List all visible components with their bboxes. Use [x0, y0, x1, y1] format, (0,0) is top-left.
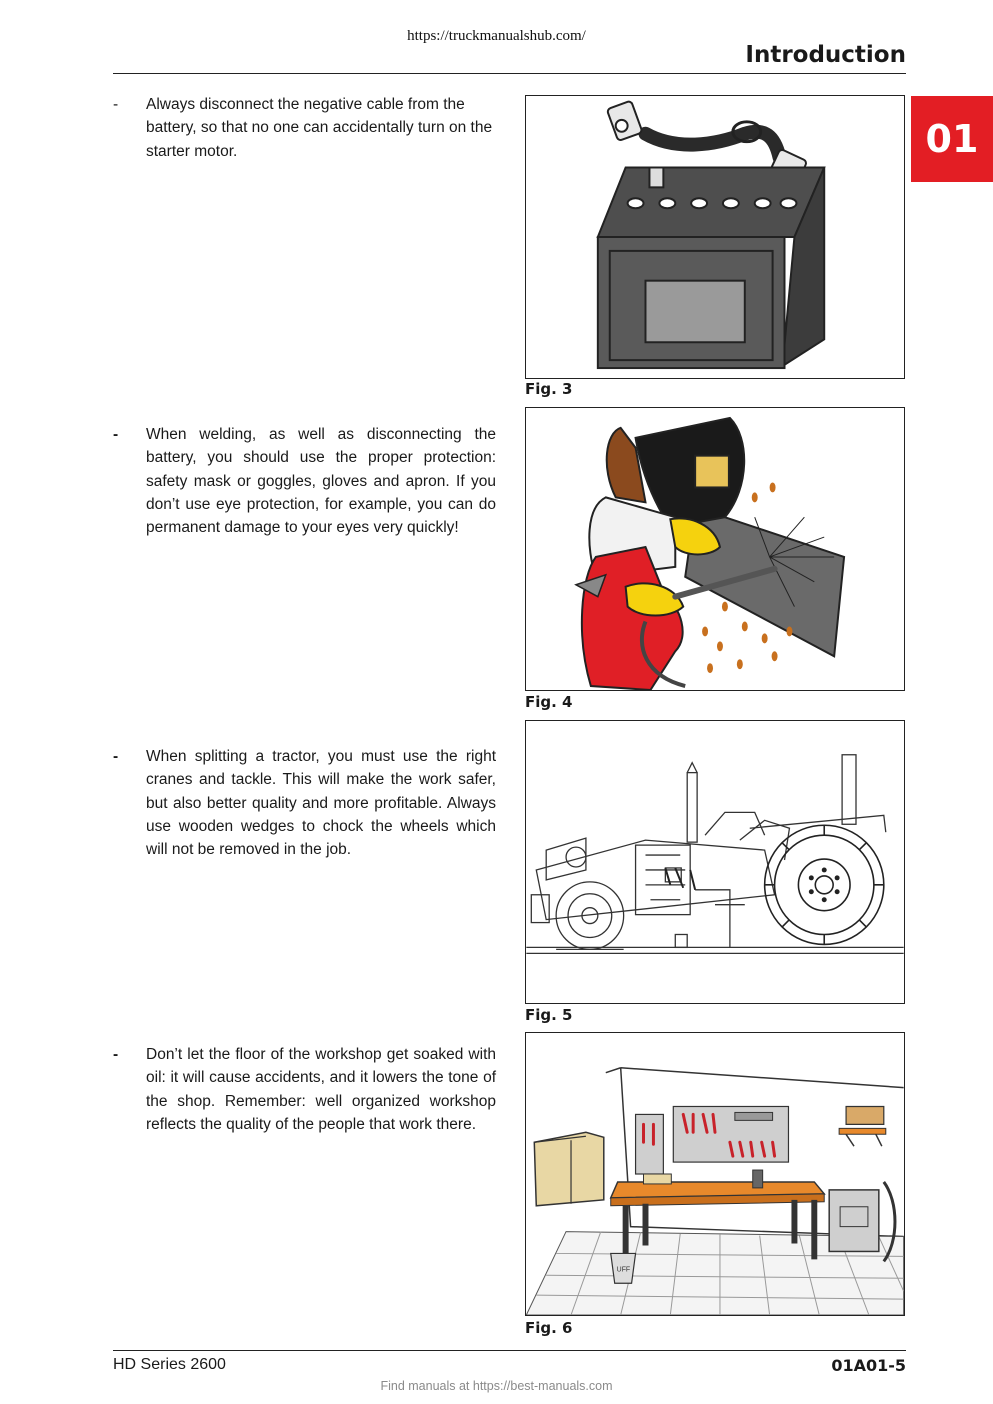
battery-illustration	[526, 96, 904, 378]
instruction-item	[113, 423, 496, 539]
footer-rule	[113, 1350, 906, 1351]
instruction-item	[113, 745, 496, 861]
bullet-dash: -	[113, 426, 119, 443]
figure-3-box	[525, 95, 905, 379]
header-rule	[113, 73, 906, 74]
figure-4-caption: Fig. 4	[525, 693, 573, 711]
figure-6-box	[525, 1032, 905, 1316]
bullet-dash: -	[113, 96, 119, 113]
instruction-text: When splitting a tractor, you must use the right cranes and tackle. This will make the work safer, but also better quality and more profitable. Always use wooden wedges to chock the wheels which will not be removed in the job.	[146, 748, 496, 859]
footer-series: HD Series 2600	[113, 1356, 226, 1373]
instruction-item	[113, 93, 496, 163]
instruction-text: Don’t let the floor of the workshop get soaked with oil: it will cause accidents, and it lowers the tone of the shop. Remember: well organized workshop reflects the quality of the people that work there.	[146, 1046, 496, 1133]
tractor-illustration	[526, 721, 904, 1003]
figure-4-box	[525, 407, 905, 691]
instruction-item	[113, 1043, 496, 1136]
workshop-illustration	[526, 1033, 904, 1315]
footer-page-code: 01A01-5	[831, 1356, 906, 1375]
footer-source-link[interactable]: Find manuals at https://best-manuals.com	[380, 1379, 613, 1393]
bullet-dash: -	[113, 748, 119, 765]
figure-6-caption: Fig. 6	[525, 1319, 573, 1337]
bucket-label: UFF	[616, 1266, 631, 1274]
figure-5-caption: Fig. 5	[525, 1006, 573, 1024]
bullet-dash: -	[113, 1046, 119, 1063]
figure-5-box	[525, 720, 905, 1004]
section-title: Introduction	[745, 42, 906, 68]
figure-3-caption: Fig. 3	[525, 380, 573, 398]
welder-illustration	[526, 408, 904, 690]
chapter-tab: 01	[911, 96, 993, 182]
instruction-text: Always disconnect the negative cable from the battery, so that no one can accidentally turn on the starter motor.	[146, 96, 493, 160]
instruction-text: When welding, as well as disconnecting the battery, you should use the proper protection: safety mask or goggles, gloves and apron. If you don’t use eye protection, for example, you can do permanent damage to your eyes very quickly!	[146, 426, 496, 537]
header-url: https://truckmanualshub.com/	[407, 28, 586, 44]
